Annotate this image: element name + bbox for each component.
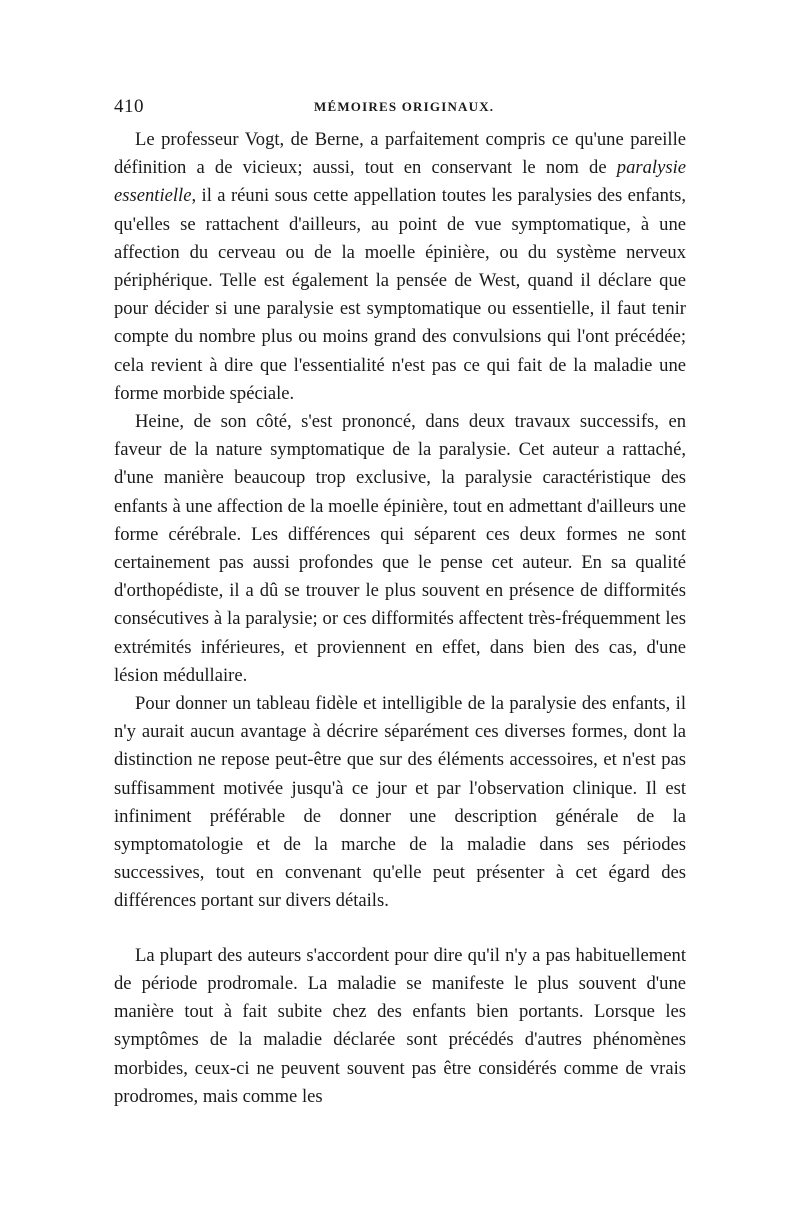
book-page: [114, 96, 686, 1111]
page-header: [114, 96, 686, 122]
paragraph-1-emphasis: paralysie essentielle: [114, 157, 686, 207]
paragraph-2: Heine, de son côté, s'est prononcé, dans deux travaux successifs, en faveur de la nature symptomatique de la paralysie. Cet auteur a rattaché, d'une manière beaucoup trop exclusive, la paralysie caractéristique des enfants à une affection de la moelle épinière, tout en admettant d'ailleurs une forme cérébrale. Les différences qui séparent ces deux formes ne sont certainement pas aussi profondes que le pense cet auteur. En sa qualité d'orthopédiste, il a dû se trouver le plus souvent en présence de difformités consécutives à la paralysie; or ces difformités affectent très-fréquemment les extrémités inférieures, et proviennent en effet, dans bien des cas, d'une lésion médullaire.: [114, 411, 686, 686]
paragraph-1-text-a: Le professeur Vogt, de Berne, a parfaitement compris ce qu'une pareille définition a de vicieux; aussi, tout en conservant le nom de: [114, 129, 686, 179]
paragraph-3: Pour donner un tableau fidèle et intelligible de la paralysie des enfants, il n'y aurait aucun avantage à décrire séparément ces diverses formes, dont la distinction ne repose peut-être que sur des éléments accessoires, et n'est pas suffisamment motivée jusqu'à ce jour et par l'observation clinique. Il est infiniment préférable de donner une description générale de la symptomatologie et de la marche de la maladie dans ses périodes successives, tout en convenant qu'elle peut présenter à cet égard des différences portant sur divers détails.: [114, 693, 686, 912]
paragraph-4: La plupart des auteurs s'accordent pour dire qu'il n'y a pas habituellement de période prodromale. La maladie se manifeste le plus souvent d'une manière tout à fait subite chez des enfants bien portants. Lorsque les symptômes de la maladie déclarée sont précédés d'autres phénomènes morbides, ceux-ci ne peuvent souvent pas être considérés comme de vrais prodromes, mais comme les: [114, 944, 686, 1107]
page-number: 410: [114, 96, 144, 117]
paragraph-1: [114, 126, 686, 408]
paragraph-1-text-b: , il a réuni sous cette appellation toutes les paralysies des enfants, qu'elles se rattachent d'ailleurs, au point de vue symptomatique, à une affection du cerveau ou de la moelle épinière, ou du système nerveux périphérique. Telle est également la pensée de West, quand il déclare que pour décider si une paralysie est symptomatique ou essentielle, il faut tenir compte du nombre plus ou moins grand des convulsions qui l'ont précédée; cela revient à dire que l'essentialité n'est pas ce qui fait de la maladie une forme morbide spéciale.: [114, 185, 686, 404]
running-head: MÉMOIRES ORIGINAUX.: [314, 99, 495, 114]
